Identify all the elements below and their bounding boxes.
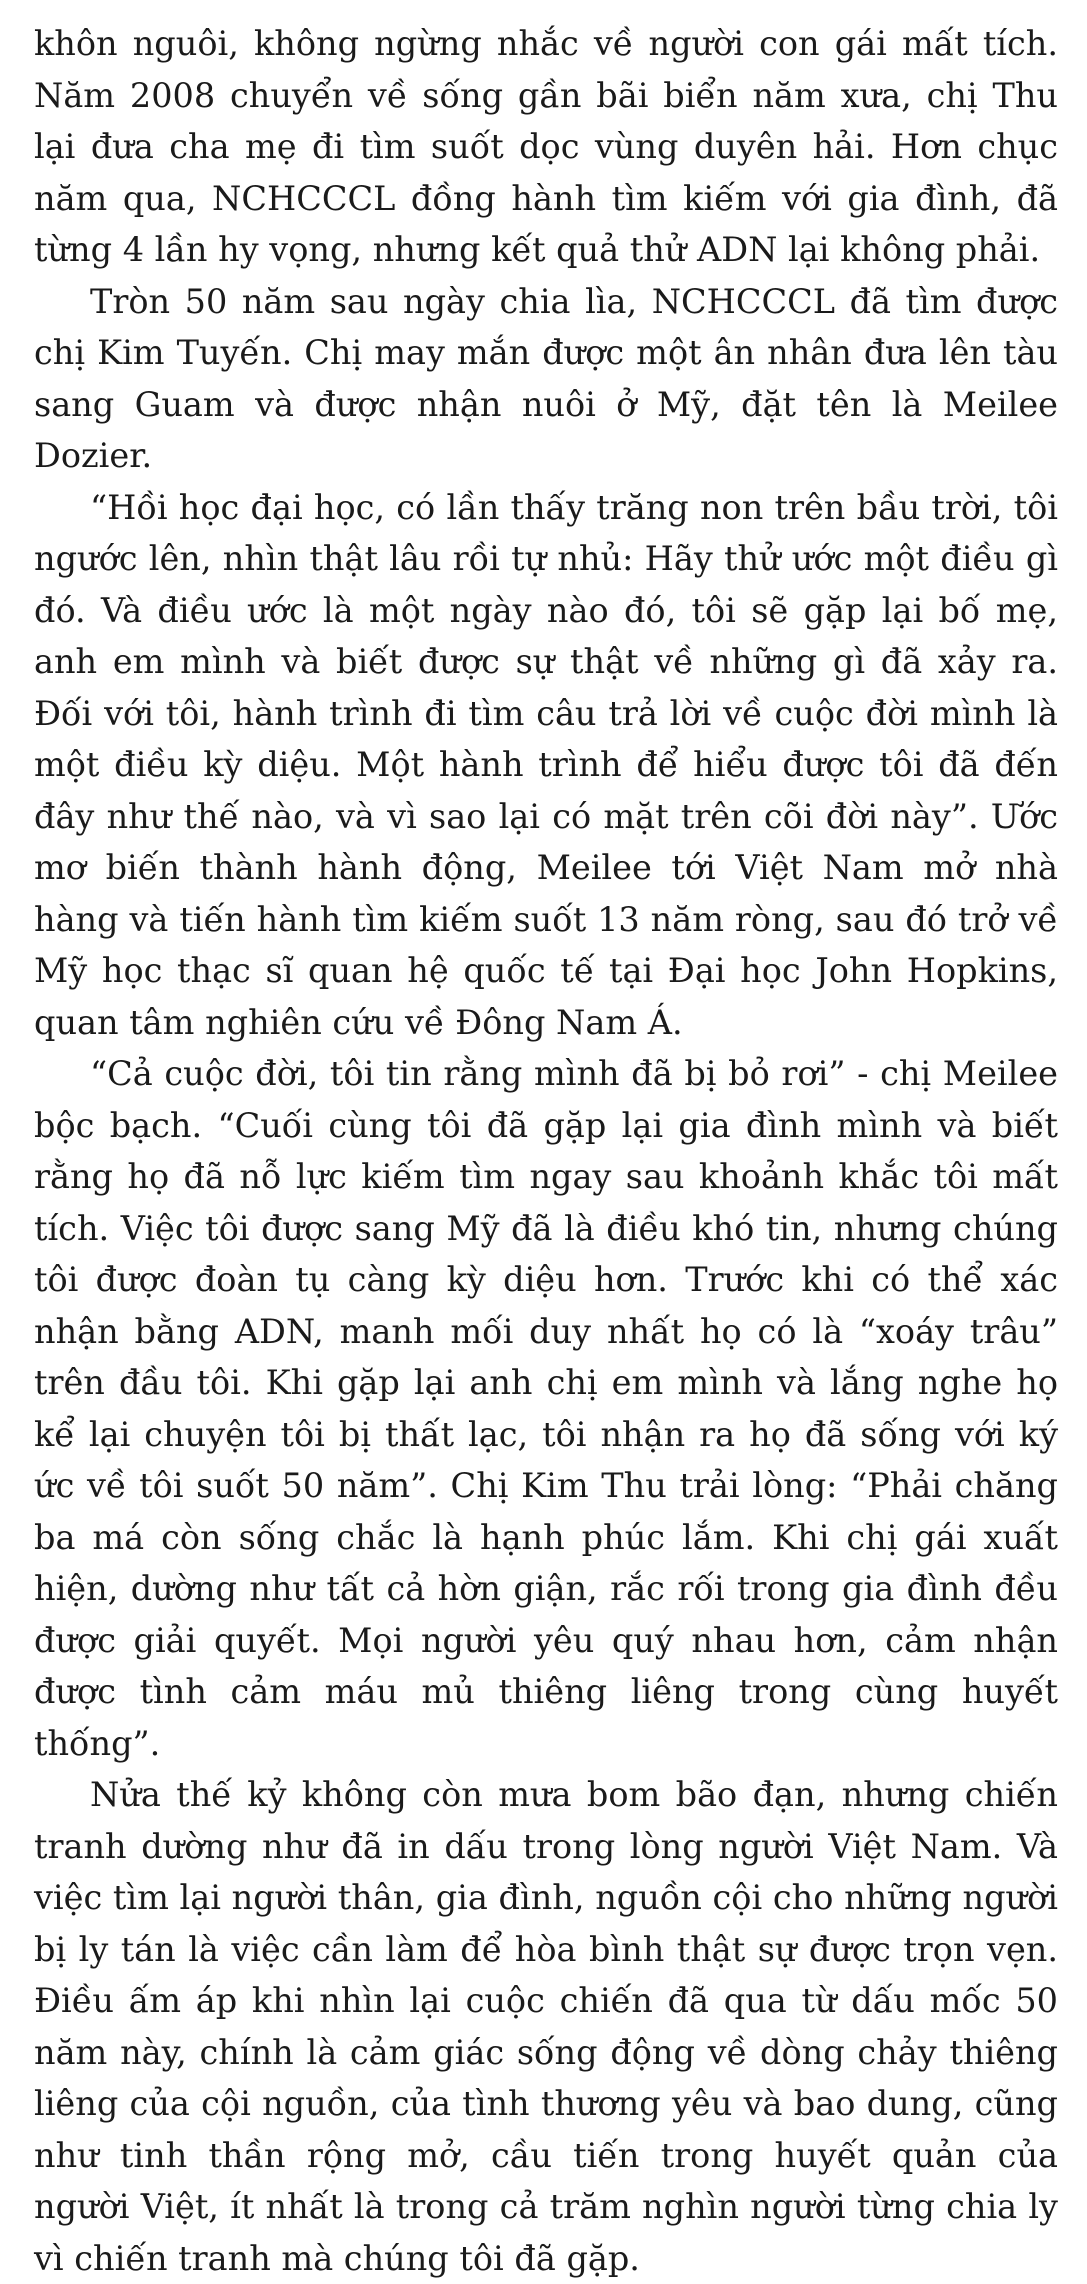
paragraph-conclusion: Nửa thế kỷ không còn mưa bom bão đạn, nhưng chiến tranh dường như đã in dấu trong lòng người Việt Nam. Và việc tìm lại người thân, gia đình, nguồn cội cho những người bị ly tán là việc cần làm để hòa bình thật sự được trọn vẹn. Điều ấm áp khi nhìn lại cuộc chiến đã qua từ dấu mốc 50 năm này, chính là cảm giác sống động về dòng chảy thiêng liêng của cội nguồn, của tình thương yêu và bao dung, cũng như tinh thần rộng mở, cầu tiến trong huyết quản của người Việt, ít nhất là trong cả trăm nghìn người từng chia ly vì chiến tranh mà chúng tôi đã gặp. xyxy=(34,1775,1058,2278)
article-body xyxy=(34,18,1058,2284)
paragraph-kim-tuyen-found: Tròn 50 năm sau ngày chia lìa, NCHCCCL đã tìm được chị Kim Tuyến. Chị may mắn được một ân nhân đưa lên tàu sang Guam và được nhận nuôi ở Mỹ, đặt tên là Meilee Dozier. xyxy=(34,281,1058,475)
paragraph-reunion: “Cả cuộc đời, tôi tin rằng mình đã bị bỏ rơi” - chị Meilee bộc bạch. “Cuối cùng tôi đã gặp lại gia đình mình và biết rằng họ đã nỗ lực kiếm tìm ngay sau khoảnh khắc tôi mất tích. Việc tôi được sang Mỹ đã là điều khó tin, nhưng chúng tôi được đoàn tụ càng kỳ diệu hơn. Trước khi có thể xác nhận bằng ADN, manh mối duy nhất họ có là “xoáy trâu” trên đầu tôi. Khi gặp lại anh chị em mình và lắng nghe họ kể lại chuyện tôi bị thất lạc, tôi nhận ra họ đã sống với ký ức về tôi suốt 50 năm”. Chị Kim Thu trải lòng: “Phải chăng ba má còn sống chắc là hạnh phúc lắm. Khi chị gái xuất hiện, dường như tất cả hờn giận, rắc rối trong gia đình đều được giải quyết. Mọi người yêu quý nhau hơn, cảm nhận được tình cảm máu mủ thiêng liêng trong cùng huyết thống”. xyxy=(34,1054,1058,1763)
paragraph-continuation: khôn nguôi, không ngừng nhắc về người con gái mất tích. Năm 2008 chuyển về sống gần bãi biển năm xưa, chị Thu lại đưa cha mẹ đi tìm suốt dọc vùng duyên hải. Hơn chục năm qua, NCHCCCL đồng hành tìm kiếm với gia đình, đã từng 4 lần hy vọng, nhưng kết quả thử ADN lại không phải. xyxy=(34,24,1058,269)
paragraph-meilee-wish: “Hồi học đại học, có lần thấy trăng non trên bầu trời, tôi ngước lên, nhìn thật lâu rồi tự nhủ: Hãy thử ước một điều gì đó. Và điều ước là một ngày nào đó, tôi sẽ gặp lại bố mẹ, anh em mình và biết được sự thật về những gì đã xảy ra. Đối với tôi, hành trình đi tìm câu trả lời về cuộc đời mình là một điều kỳ diệu. Một hành trình để hiểu được tôi đã đến đây như thế nào, và vì sao lại có mặt trên cõi đời này”. Ước mơ biến thành hành động, Meilee tới Việt Nam mở nhà hàng và tiến hành tìm kiếm suốt 13 năm ròng, sau đó trở về Mỹ học thạc sĩ quan hệ quốc tế tại Đại học John Hopkins, quan tâm nghiên cứu về Đông Nam Á. xyxy=(34,487,1058,1042)
